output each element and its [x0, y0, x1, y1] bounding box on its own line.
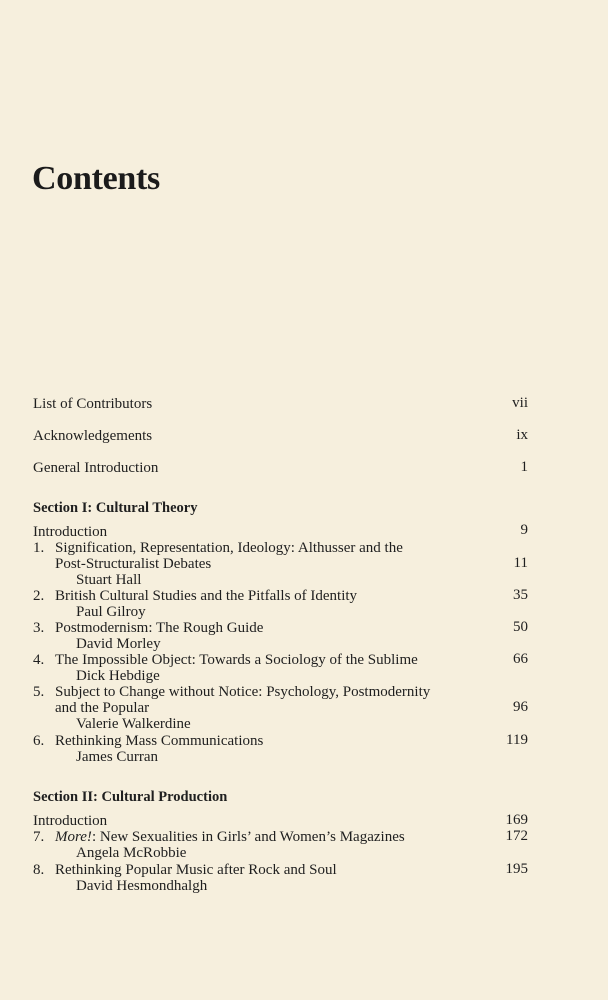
- toc-page-number: 119: [506, 732, 528, 748]
- toc-page-number: 195: [505, 861, 528, 877]
- chapter-title-line: : New Sexualities in Girls’ and Women’s Magazines: [91, 829, 405, 845]
- chapter-title-line: Signification, Representation, Ideology: Althusser and the: [55, 540, 403, 556]
- chapter-number: 7.: [33, 829, 45, 845]
- toc-page-number: 96: [513, 699, 528, 715]
- chapter-number: 8.: [33, 862, 45, 878]
- section-heading: Section I: Cultural Theory: [33, 500, 198, 516]
- toc-chapter-title: [33, 829, 528, 845]
- chapter-title-line: British Cultural Studies and the Pitfalls of Identity: [55, 588, 358, 604]
- chapter-author: Paul Gilroy: [76, 604, 146, 620]
- chapter-title-italic: More!: [55, 829, 92, 845]
- chapter-title-line: Rethinking Popular Music after Rock and Soul: [55, 862, 337, 878]
- chapter-title-line: The Impossible Object: Towards a Sociology of the Sublime: [55, 652, 418, 668]
- toc-entry-list-of-contributors: List of Contributors: [33, 396, 153, 412]
- toc-chapter-title: [33, 862, 528, 878]
- page-title: Contents: [32, 160, 160, 197]
- toc-page-number: 11: [513, 555, 528, 571]
- chapter-number: 5.: [33, 684, 45, 700]
- toc-page-number: 1: [520, 459, 528, 475]
- toc-chapter-title: [33, 684, 528, 700]
- toc-page-number: 169: [505, 812, 528, 828]
- section-heading: Section II: Cultural Production: [33, 789, 228, 805]
- chapter-title-continuation: and the Popular: [55, 700, 150, 716]
- chapter-author: David Morley: [76, 636, 161, 652]
- toc-page-number: 50: [513, 619, 528, 635]
- chapter-author: David Hesmondhalgh: [76, 878, 208, 894]
- toc-page-number: 35: [513, 587, 528, 603]
- toc-entry-introduction: Introduction: [33, 524, 108, 540]
- toc-entry-introduction: Introduction: [33, 813, 108, 829]
- chapter-author: Angela McRobbie: [76, 845, 187, 861]
- chapter-author: Dick Hebdige: [76, 668, 160, 684]
- toc-chapter-title: [33, 652, 528, 668]
- chapter-author: Stuart Hall: [76, 572, 142, 588]
- toc-page-number: vii: [512, 395, 528, 411]
- toc-chapter-title: [33, 588, 528, 604]
- toc-page-number: ix: [516, 427, 528, 443]
- chapter-title-continuation: Post-Structuralist Debates: [55, 556, 212, 572]
- chapter-number: 3.: [33, 620, 45, 636]
- toc-entry-acknowledgements: Acknowledgements: [33, 428, 153, 444]
- chapter-author: Valerie Walkerdine: [76, 716, 191, 732]
- toc-chapter-title: [33, 620, 528, 636]
- toc-chapter-title: [33, 733, 528, 749]
- chapter-title-line: Rethinking Mass Communications: [55, 733, 264, 749]
- toc-page-number: 9: [520, 522, 528, 538]
- toc-page-number: 172: [505, 828, 528, 844]
- chapter-number: 1.: [33, 540, 45, 556]
- chapter-title-line: Subject to Change without Notice: Psychology, Postmodernity: [55, 684, 431, 700]
- toc-page-number: 66: [513, 651, 528, 667]
- chapter-number: 2.: [33, 588, 45, 604]
- chapter-number: 6.: [33, 733, 45, 749]
- chapter-author: James Curran: [76, 749, 159, 765]
- chapter-title-line: Postmodernism: The Rough Guide: [55, 620, 264, 636]
- chapter-number: 4.: [33, 652, 45, 668]
- toc-chapter-title: [33, 540, 528, 556]
- toc-entry-general-introduction: General Introduction: [33, 460, 159, 476]
